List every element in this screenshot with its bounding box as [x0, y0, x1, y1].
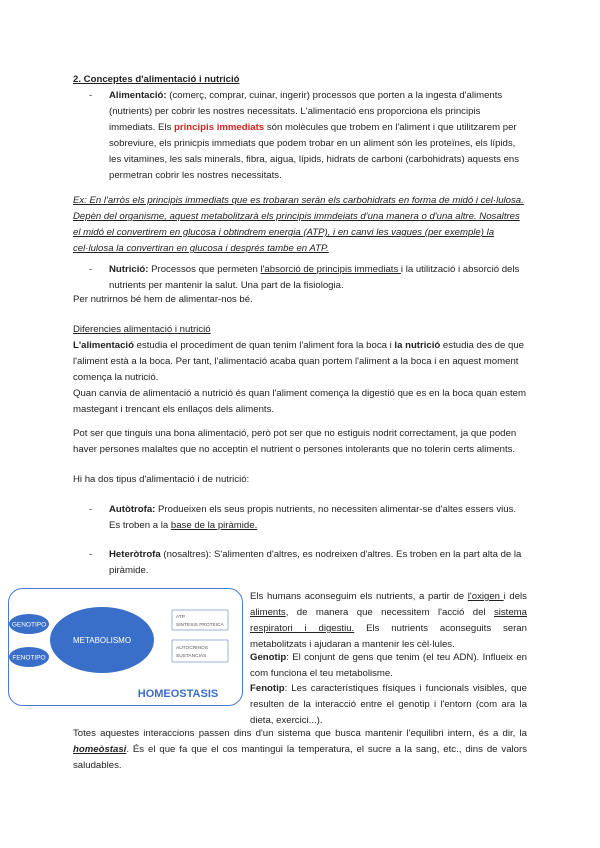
sintesis-label: SINTESIS PROTEICA: [176, 623, 224, 628]
oxigen-link: l'oxigen: [467, 591, 504, 602]
types-intro: Hi ha dos tipus d'alimentació i de nutrició:: [73, 474, 250, 485]
example-paragraph: Ex: En l'arròs els principis immediats que es trobaran seràn els carbohidrats en forma de midó i cel·lulosa. Depèn del organisme, aquest metabolitzarà els principis immdeiats d'una manera o d'una altre. Nosaltres el midó el convertirem en glucosa i obtindrem energia (ATP), i en canvi les vagues (per exemple) la cel·lulosa la convertiran en glucosa i després tambe en ATP.: [73, 195, 524, 254]
autotrofa-text: [109, 502, 528, 534]
heterotrofa-text: [109, 547, 528, 579]
genotip-desc: : El conjunt de gens que tenim (el teu ADN). Influeix en com funciona el teu metabolisme.: [250, 652, 527, 679]
bullet-dash: -: [89, 504, 93, 515]
diff-text-1: estudia el procediment de quan tenim l'aliment fora la boca i: [133, 340, 395, 351]
principis-immediats-highlight: principis immediats: [174, 122, 265, 133]
humans-paragraph: [250, 589, 527, 653]
bullet-dash: -: [89, 549, 93, 560]
nutrim-line: Per nutrirnos bé hem de alimentar-nos bé.: [73, 294, 253, 305]
fenotip-label: Fenotip: [250, 683, 285, 694]
alimentacio-text: [109, 88, 528, 184]
bullet-dash: -: [89, 264, 93, 275]
genotip-paragraph: [250, 650, 527, 682]
sustancias-label: SUSTANCIAS: [176, 654, 207, 659]
genotip-diagram-label: GENOTIPO: [11, 621, 47, 629]
humans-text-3: , de manera que necessitem l'acció del: [285, 607, 494, 618]
humans-text-2: i dels: [503, 591, 527, 602]
heterotrofa-label: Heteròtrofa: [109, 549, 161, 560]
nutricio-text-2: i la utilització i absorció dels nutrients per mantenir la salut. Una part de la fisiologia.: [109, 264, 520, 291]
autotrofa-label: Autòtrofa:: [109, 504, 156, 515]
nutricio-label: Nutrició:: [109, 264, 149, 275]
pot-paragraph: Pot ser que tinguis una bona alimentació, però pot ser que no estiguis nodrit correctament, ja que poden haver persones malaltes que no acceptin el nutrient o persones intolerants que no tolerin certs aliments.: [73, 428, 517, 455]
diff-text-3: Quan canvia de alimentació a nutrició és quan l'aliment comença la digestió que es en la boca quan estem mastegant i trencant els enllaços dels aliments.: [73, 388, 527, 415]
fenotip-desc: : Les característiques físiques i funcionals visibles, que resulten de la interacció entre el genotip i l'entorn (com ara la dieta, exercici...).: [250, 683, 527, 726]
heterotrofa-desc: (nosaltres): S'alimenten d'altres, es nodreixen d'altres. Es troben en la part alta de la piràmide.: [109, 549, 522, 576]
nutricio-text: [109, 262, 528, 294]
fenotip-paragraph: [250, 681, 527, 729]
base-piramide-link: base de la piràmide.: [170, 520, 258, 531]
nutricio-bullet: [89, 262, 528, 294]
autotrofa-desc: Produeixen els seus propis nutrients, no necessiten alimentar-se d'altes essers vius. Es troben a la: [109, 504, 517, 531]
section-title: 2. Conceptes d'alimentació i nutrició: [73, 74, 240, 85]
bullet-dash: -: [89, 90, 93, 101]
autotrofa-bullet: [89, 502, 528, 534]
metabolism-label: METABOLISMO: [72, 636, 132, 645]
atp-label: ATP: [176, 615, 185, 620]
fenotip-diagram-label: FENOTIPO: [12, 654, 46, 662]
homeostasis-label: HOMEOSTASIS: [137, 688, 219, 700]
autocrinos-label: AUTOCRINOS: [176, 646, 208, 651]
alimentacio-text-1: (comerç, comprar, cuinar, ingerir) processos que porten a la ingesta d'aliments (nutrients) per cobrir les nostres necessitats. L'alimentació ens proporciona els principis immediats. Els: [109, 90, 503, 133]
final-text-1: Totes aquestes interaccions passen dins d'un sistema que busca mantenir l'equilibri intern, és a dir, la: [73, 728, 527, 739]
final-text-2: . És el que fa que el cos mantingui la temperatura, el sucre a la sang, etc., dins de valors saludables.: [73, 744, 527, 771]
humans-text-1: Els humans aconseguim els nutrients, a partir de: [250, 591, 468, 602]
homeostasi-paragraph: [73, 726, 527, 774]
nutricio-text-1: Processos que permeten: [148, 264, 261, 275]
alimentacio-term: L'alimentació: [73, 340, 134, 351]
diff-text-2: estudia des de que l'aliment està a la boca. Per tant, l'alimentació acaba quan portem l'aliment a la boca i en aquest moment comença la nutrició.: [73, 340, 525, 383]
differences-heading: Diferencies alimentació i nutrició: [73, 324, 211, 335]
genotip-label: Genotip: [250, 652, 287, 663]
alimentacio-label: Alimentació:: [109, 90, 167, 101]
humans-text-4: Els nutrients aconseguits seran metabolitzats i ajudaran a mantenir les cèl·lules.: [250, 623, 527, 650]
homeostasi-term: homeòstasi: [73, 744, 127, 755]
aliments-link: aliments: [250, 607, 286, 618]
sistema-link: sistema respiratori i digestiu.: [250, 607, 527, 634]
absorcio-link: l'absorció de principis immediats: [260, 264, 401, 275]
nutricio-term: la nutrició: [394, 340, 441, 351]
alimentacio-text-2: són molècules que trobem en l'aliment i que utilitzarem per sobreviure, els prinicpis immediats que podem trobar en un aliment són les proteïnes, els lípids, les vitamines, les sals minerals, fibra, aigua, lípids, hidrats de carboni (carbohidrats) aquests ens permetran cobrir les nostres necessitats.: [109, 122, 520, 181]
heterotrofa-bullet: [89, 547, 528, 579]
differences-paragraph: [73, 338, 528, 418]
metabolism-diagram: [8, 588, 243, 706]
alimentacio-bullet: [89, 88, 528, 184]
